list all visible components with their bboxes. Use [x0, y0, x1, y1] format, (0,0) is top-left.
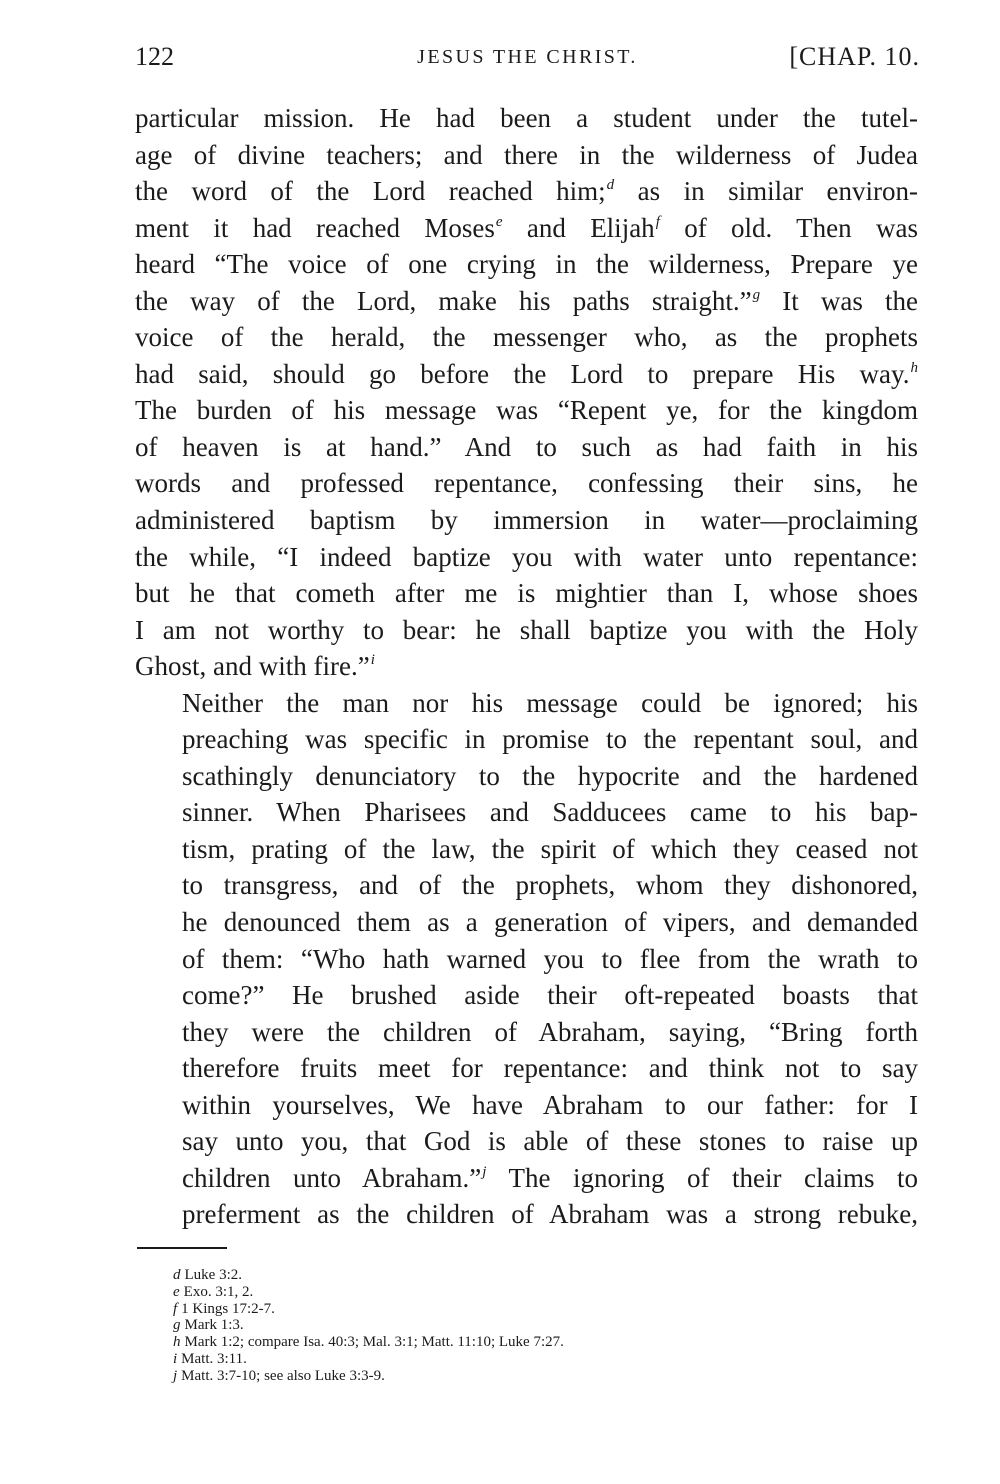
text-line [135, 137, 918, 174]
text-line [135, 831, 918, 868]
text-run: the way of the Lord, make his paths straight.” [135, 285, 752, 316]
text-run: children unto Abraham.” [182, 1162, 482, 1193]
footnote-reference: i [370, 652, 375, 669]
text-line [135, 794, 918, 831]
text-run: come?” He brushed aside their oft-repeated boasts that [182, 980, 918, 1011]
text-run: preaching was specific in promise to the repentant soul, and [182, 724, 918, 755]
text-line [135, 867, 918, 904]
text-line [135, 173, 918, 210]
footnote-mark: d [173, 1267, 181, 1283]
text-line [135, 100, 918, 137]
running-title: JESUS THE CHRIST. [417, 46, 638, 68]
text-run: I am not worthy to bear: he shall baptize you with the Holy [135, 614, 918, 645]
text-line [135, 977, 918, 1014]
text-run: had said, should go before the Lord to prepare His way. [135, 358, 910, 389]
footnotes [173, 1267, 564, 1385]
footnote-text: 1 Kings 17:2-7. [181, 1300, 275, 1317]
text-line [135, 1196, 918, 1233]
footnote [173, 1334, 564, 1351]
page-number: 122 [135, 42, 174, 71]
text-line [135, 758, 918, 795]
text-line [135, 1050, 918, 1087]
footnote-text: Mark 1:2; compare Isa. 40:3; Mal. 3:1; Matt. 11:10; Luke 7:27. [184, 1334, 564, 1351]
text-run: words and professed repentance, confessing their sins, he [135, 468, 918, 499]
text-run: he denounced them as a generation of vipers, and demanded [182, 907, 918, 938]
text-line [135, 1123, 918, 1160]
text-run: and Elijah [502, 212, 655, 243]
text-run: administered baptism by immersion in water—proclaiming [135, 505, 918, 536]
footnote-mark: e [173, 1283, 180, 1300]
footnote-reference: j [482, 1163, 487, 1180]
text-run: to transgress, and of the prophets, whom they dishonored, [182, 870, 918, 901]
text-line [135, 465, 918, 502]
text-line [135, 1160, 918, 1197]
footnote-mark: g [173, 1317, 181, 1334]
text-line [135, 612, 918, 649]
footnote-text: Mark 1:3. [184, 1317, 244, 1334]
text-line [135, 210, 918, 247]
text-line [135, 1087, 918, 1124]
text-run: therefore fruits meet for repentance: and think not to say [182, 1053, 918, 1084]
text-run: within yourselves, We have Abraham to our father: for I [182, 1089, 918, 1120]
text-run: of them: “Who hath warned you to flee from the wrath to [182, 943, 918, 974]
text-run: say unto you, that God is able of these stones to raise up [182, 1126, 918, 1157]
running-head [135, 42, 920, 82]
footnote-reference: g [752, 286, 761, 303]
text-run: as in similar environ- [614, 176, 918, 207]
text-line [135, 685, 918, 722]
text-line [135, 356, 918, 393]
text-run: but he that cometh after me is mightier than I, whose shoes [135, 578, 918, 609]
footnote [173, 1284, 564, 1301]
text-run: It was the [760, 285, 918, 316]
text-line [135, 648, 918, 685]
text-line [135, 429, 918, 466]
footnote-reference: d [606, 177, 615, 194]
text-line [135, 941, 918, 978]
footnote-mark: i [173, 1350, 178, 1367]
footnote [173, 1267, 564, 1284]
text-run: the while, “I indeed baptize you with water unto repentance: [135, 541, 918, 572]
footnote-reference: e [495, 213, 503, 230]
text-run: scathingly denunciatory to the hypocrite and the hardened [182, 760, 918, 791]
text-line [135, 539, 918, 576]
footnote-mark: f [173, 1300, 178, 1317]
text-run: the word of the Lord reached him; [135, 176, 606, 207]
text-run: tism, prating of the law, the spirit of which they ceased not [182, 833, 918, 864]
paragraph [135, 100, 918, 685]
footnote-text: Matt. 3:7-10; see also Luke 3:3-9. [181, 1367, 385, 1384]
text-run: particular mission. He had been a student under the tutel- [135, 103, 918, 133]
footnote-divider [137, 1247, 227, 1249]
footnote-mark: h [173, 1334, 181, 1351]
body-text [135, 100, 918, 1233]
text-run: heard “The voice of one crying in the wilderness, Prepare ye [135, 249, 918, 280]
paragraph [135, 685, 918, 1233]
text-run: Ghost, and with fire.” [135, 651, 370, 682]
text-run: of heaven is at hand.” And to such as had faith in his [135, 431, 918, 462]
text-run: Neither the man nor his message could be ignored; his [182, 687, 918, 718]
text-line [135, 502, 918, 539]
footnote [173, 1317, 564, 1334]
footnote [173, 1351, 564, 1368]
text-line [135, 392, 918, 429]
footnote [173, 1301, 564, 1318]
footnote [173, 1368, 564, 1385]
text-line [135, 1014, 918, 1051]
footnote-text: Exo. 3:1, 2. [183, 1283, 254, 1300]
text-run: of old. Then was [659, 212, 918, 243]
footnote-mark: j [173, 1367, 178, 1384]
text-run: sinner. When Pharisees and Sadducees came to his bap- [182, 797, 918, 828]
text-line [135, 246, 918, 283]
text-run: preferment as the children of Abraham was a strong rebuke, [182, 1199, 918, 1230]
text-run: The ignoring of their claims to [486, 1162, 919, 1193]
text-line [135, 721, 918, 758]
text-line [135, 283, 918, 320]
text-run: The burden of his message was “Repent ye, for the kingdom [135, 395, 918, 426]
chapter-reference: [CHAP. 10. [789, 42, 920, 71]
text-line [135, 904, 918, 941]
footnote-text: Luke 3:2. [184, 1267, 242, 1283]
text-line [135, 319, 918, 356]
text-run: voice of the herald, the messenger who, as the prophets [135, 322, 918, 353]
text-line [135, 575, 918, 612]
text-run: age of divine teachers; and there in the wilderness of Judea [135, 139, 918, 170]
footnote-reference: h [910, 359, 918, 376]
footnote-text: Matt. 3:11. [181, 1350, 247, 1367]
text-run: ment it had reached Moses [135, 212, 495, 243]
text-run: they were the children of Abraham, saying, “Bring forth [182, 1016, 918, 1047]
footnote-reference: f [655, 213, 660, 230]
